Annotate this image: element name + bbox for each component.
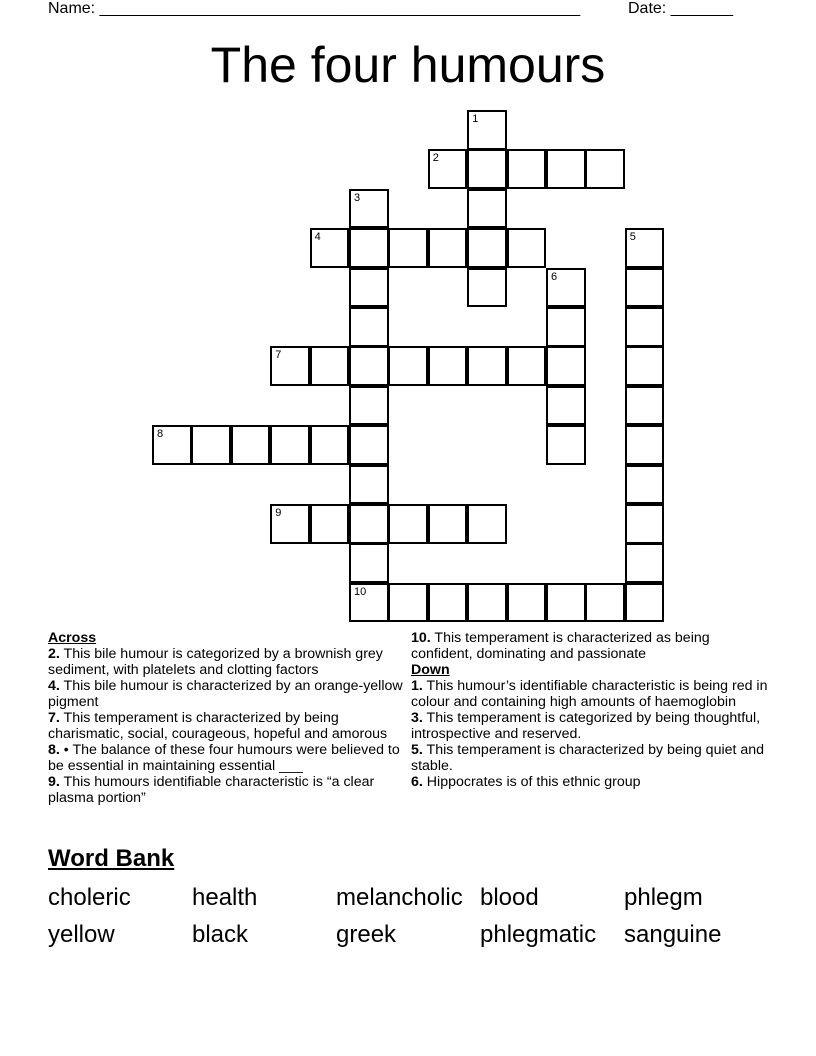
across-heading: Across xyxy=(48,630,97,646)
clue-text: This temperament is characterized by being charismatic, social, courageous, hopeful and amorous xyxy=(48,710,388,742)
grid-cell[interactable] xyxy=(152,425,192,465)
grid-cell[interactable] xyxy=(428,228,468,268)
grid-cell[interactable] xyxy=(467,149,507,189)
grid-cell[interactable] xyxy=(388,504,428,544)
clue-across-8 xyxy=(48,742,408,774)
grid-cell[interactable] xyxy=(546,425,586,465)
grid-cell[interactable] xyxy=(191,425,231,465)
word-bank-word: phlegm xyxy=(624,884,703,911)
grid-cell[interactable] xyxy=(467,583,507,623)
grid-cell[interactable] xyxy=(546,583,586,623)
clue-down-3 xyxy=(411,710,771,742)
grid-cell[interactable] xyxy=(585,583,625,623)
clue-number-label: 7 xyxy=(275,349,282,362)
down-heading: Down xyxy=(411,662,450,678)
grid-cell[interactable] xyxy=(467,110,507,150)
clue-across-9 xyxy=(48,774,408,806)
grid-cell[interactable] xyxy=(428,346,468,386)
grid-cell[interactable] xyxy=(231,425,271,465)
name-field-label: Name: ______________________________________________________ xyxy=(48,0,581,17)
word-bank-word: sanguine xyxy=(624,921,722,948)
grid-cell[interactable] xyxy=(625,504,665,544)
clue-number-label: 5 xyxy=(629,231,636,244)
clue-number-label: 3 xyxy=(354,191,361,204)
clue-number: 10. xyxy=(411,630,431,646)
clue-down-6 xyxy=(411,774,771,790)
clue-number-label: 2 xyxy=(432,152,439,165)
clue-number-label: 4 xyxy=(314,231,321,244)
grid-cell[interactable] xyxy=(467,268,507,308)
clue-across-7 xyxy=(48,710,408,742)
grid-cell[interactable] xyxy=(310,504,350,544)
clue-number-label: 1 xyxy=(472,113,479,125)
word-bank-word: melancholic xyxy=(336,884,463,911)
grid-cell[interactable] xyxy=(349,465,389,505)
clue-text: This humours identifiable characteristic is “a clear plasma portion” xyxy=(48,774,375,806)
clue-number: 1. xyxy=(411,678,423,694)
grid-cell[interactable] xyxy=(625,543,665,583)
grid-cell[interactable] xyxy=(388,346,428,386)
grid-cell[interactable] xyxy=(625,386,665,426)
clue-number: 3. xyxy=(411,710,423,726)
clue-text: This bile humour is categorized by a brownish grey sediment, with platelets and clotting factors xyxy=(48,646,383,678)
clue-number: 2. xyxy=(48,646,60,662)
clue-number-label: 6 xyxy=(551,270,558,283)
word-bank-word: black xyxy=(192,921,249,948)
grid-cell[interactable] xyxy=(507,228,547,268)
word-bank-title: Word Bank xyxy=(48,845,175,872)
grid-cell[interactable] xyxy=(388,228,428,268)
grid-cell[interactable] xyxy=(270,425,310,465)
grid-cell[interactable] xyxy=(507,583,547,623)
clue-number: 9. xyxy=(48,774,60,790)
grid-cell[interactable] xyxy=(507,149,547,189)
grid-cell[interactable] xyxy=(625,425,665,465)
clue-text: This humour’s identifiable characteristic is being red in colour and containing high amounts of haemoglobin xyxy=(411,678,768,710)
grid-cell[interactable] xyxy=(349,425,389,465)
clue-number: 4. xyxy=(48,678,60,694)
grid-cell[interactable] xyxy=(270,346,310,386)
clue-number-label: 8 xyxy=(157,428,164,441)
word-bank-word: health xyxy=(192,884,258,911)
word-bank-word: blood xyxy=(480,884,539,911)
grid-cell[interactable] xyxy=(546,307,586,347)
grid-cell[interactable] xyxy=(625,583,665,623)
clue-text: • The balance of these four humours were believed to be essential in maintaining essential ___ xyxy=(48,742,400,774)
date-field-label: Date: _______ xyxy=(628,0,733,17)
clue-number: 8. xyxy=(48,742,60,758)
clue-text: This temperament is categorized by being thoughtful, introspective and reserved. xyxy=(411,710,761,742)
grid-cell[interactable] xyxy=(625,268,665,308)
grid-cell[interactable] xyxy=(625,307,665,347)
grid-cell[interactable] xyxy=(428,583,468,623)
grid-cell[interactable] xyxy=(625,465,665,505)
clue-across-10 xyxy=(411,630,771,662)
grid-cell[interactable] xyxy=(349,228,389,268)
grid-cell[interactable] xyxy=(546,268,586,308)
grid-cell[interactable] xyxy=(467,189,507,229)
clue-number: 7. xyxy=(48,710,60,726)
clue-text: Hippocrates is of this ethnic group xyxy=(426,774,641,790)
grid-cell[interactable] xyxy=(467,346,507,386)
clue-number: 6. xyxy=(411,774,423,790)
clue-across-4 xyxy=(48,678,408,710)
grid-cell[interactable] xyxy=(310,425,350,465)
grid-cell[interactable] xyxy=(349,268,389,308)
grid-cell[interactable] xyxy=(546,386,586,426)
clue-text: This temperament is characterized as being confident, dominating and passionate xyxy=(411,630,710,662)
grid-cell[interactable] xyxy=(546,149,586,189)
grid-cell[interactable] xyxy=(349,307,389,347)
grid-cell[interactable] xyxy=(585,149,625,189)
grid-cell[interactable] xyxy=(270,504,310,544)
grid-cell[interactable] xyxy=(349,189,389,229)
clue-down-1 xyxy=(411,678,771,710)
grid-cell[interactable] xyxy=(467,504,507,544)
clue-across-2 xyxy=(48,646,408,678)
grid-cell[interactable] xyxy=(349,346,389,386)
grid-cell[interactable] xyxy=(546,346,586,386)
clue-text: This bile humour is characterized by an orange-yellow pigment xyxy=(48,678,403,710)
word-bank-word: yellow xyxy=(48,921,115,948)
grid-cell[interactable] xyxy=(428,504,468,544)
grid-cell[interactable] xyxy=(349,543,389,583)
clue-number-label: 9 xyxy=(275,507,282,519)
grid-cell[interactable] xyxy=(625,346,665,386)
page-title: The four humours xyxy=(210,37,606,93)
word-bank-word: choleric xyxy=(48,884,131,911)
clue-text: This temperament is characterized by being quiet and stable. xyxy=(411,742,765,774)
grid-cell[interactable] xyxy=(467,228,507,268)
grid-cell[interactable] xyxy=(428,149,468,189)
grid-cell[interactable] xyxy=(310,228,350,268)
word-bank-word: phlegmatic xyxy=(480,921,597,948)
grid-cell[interactable] xyxy=(349,583,389,623)
grid-cell[interactable] xyxy=(349,504,389,544)
word-bank-word: greek xyxy=(336,921,397,948)
grid-cell[interactable] xyxy=(625,228,665,268)
grid-cell[interactable] xyxy=(507,346,547,386)
grid-cell[interactable] xyxy=(349,386,389,426)
clue-down-5 xyxy=(411,742,771,774)
clues-column-right xyxy=(411,630,771,790)
grid-cell[interactable] xyxy=(310,346,350,386)
clue-number-label: 10 xyxy=(354,585,367,598)
clues-column-left xyxy=(48,630,408,806)
grid-cell[interactable] xyxy=(388,583,428,623)
clue-number: 5. xyxy=(411,742,423,758)
